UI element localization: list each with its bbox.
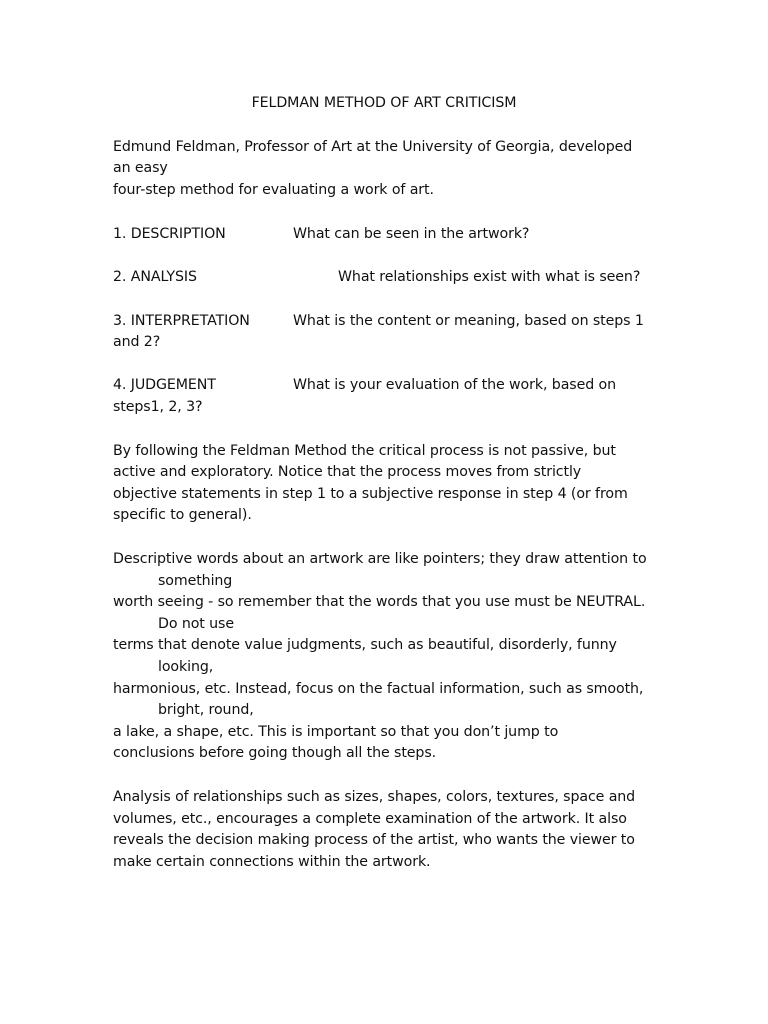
descriptive-line-1: Descriptive words about an artwork are like pointers; they draw attention to bbox=[113, 551, 647, 567]
step-question: What relationships exist with what is seen? bbox=[338, 269, 641, 285]
document-title: FELDMAN METHOD OF ART CRITICISM bbox=[251, 95, 517, 111]
intro-line-2: an easy bbox=[113, 160, 168, 176]
step-row-3 bbox=[113, 311, 644, 332]
step-row-1 bbox=[113, 224, 530, 245]
descriptive-line-10: conclusions before going though all the steps. bbox=[113, 745, 437, 761]
descriptive-line-2: something bbox=[158, 573, 233, 589]
descriptive-line-6: looking, bbox=[158, 659, 214, 675]
descriptive-line-8: bright, round, bbox=[158, 702, 254, 718]
process-line-1: By following the Feldman Method the critical process is not passive, but bbox=[113, 443, 616, 459]
descriptive-line-5: terms that denote value judgments, such as beautiful, disorderly, funny bbox=[113, 637, 617, 653]
descriptive-line-7: harmonious, etc. Instead, focus on the factual information, such as smooth, bbox=[113, 681, 644, 697]
intro-line-1: Edmund Feldman, Professor of Art at the University of Georgia, developed bbox=[113, 139, 633, 155]
step-continuation-4: steps1, 2, 3? bbox=[113, 399, 203, 415]
process-line-2: active and exploratory. Notice that the process moves from strictly bbox=[113, 464, 582, 480]
step-continuation-3: and 2? bbox=[113, 334, 161, 350]
step-row-4 bbox=[113, 375, 617, 396]
analysis-line-4: make certain connections within the artwork. bbox=[113, 854, 431, 870]
step-label: 3. INTERPRETATION bbox=[113, 313, 250, 329]
descriptive-line-4: Do not use bbox=[158, 616, 234, 632]
analysis-line-1: Analysis of relationships such as sizes, shapes, colors, textures, space and bbox=[113, 789, 636, 805]
step-label: 4. JUDGEMENT bbox=[113, 377, 216, 393]
step-label: 2. ANALYSIS bbox=[113, 269, 197, 285]
step-question: What is the content or meaning, based on steps 1 bbox=[293, 313, 644, 329]
descriptive-line-3: worth seeing - so remember that the words that you use must be NEUTRAL. bbox=[113, 594, 646, 610]
analysis-line-2: volumes, etc., encourages a complete examination of the artwork. It also bbox=[113, 811, 627, 827]
process-line-4: specific to general). bbox=[113, 507, 252, 523]
step-label: 1. DESCRIPTION bbox=[113, 226, 226, 242]
step-row-2 bbox=[113, 267, 641, 288]
analysis-line-3: reveals the decision making process of the artist, who wants the viewer to bbox=[113, 832, 635, 848]
intro-line-3: four-step method for evaluating a work of art. bbox=[113, 182, 434, 198]
process-line-3: objective statements in step 1 to a subjective response in step 4 (or from bbox=[113, 486, 628, 502]
descriptive-line-9: a lake, a shape, etc. This is important so that you don’t jump to bbox=[113, 724, 559, 740]
step-question: What can be seen in the artwork? bbox=[293, 226, 530, 242]
step-question: What is your evaluation of the work, based on bbox=[293, 377, 617, 393]
